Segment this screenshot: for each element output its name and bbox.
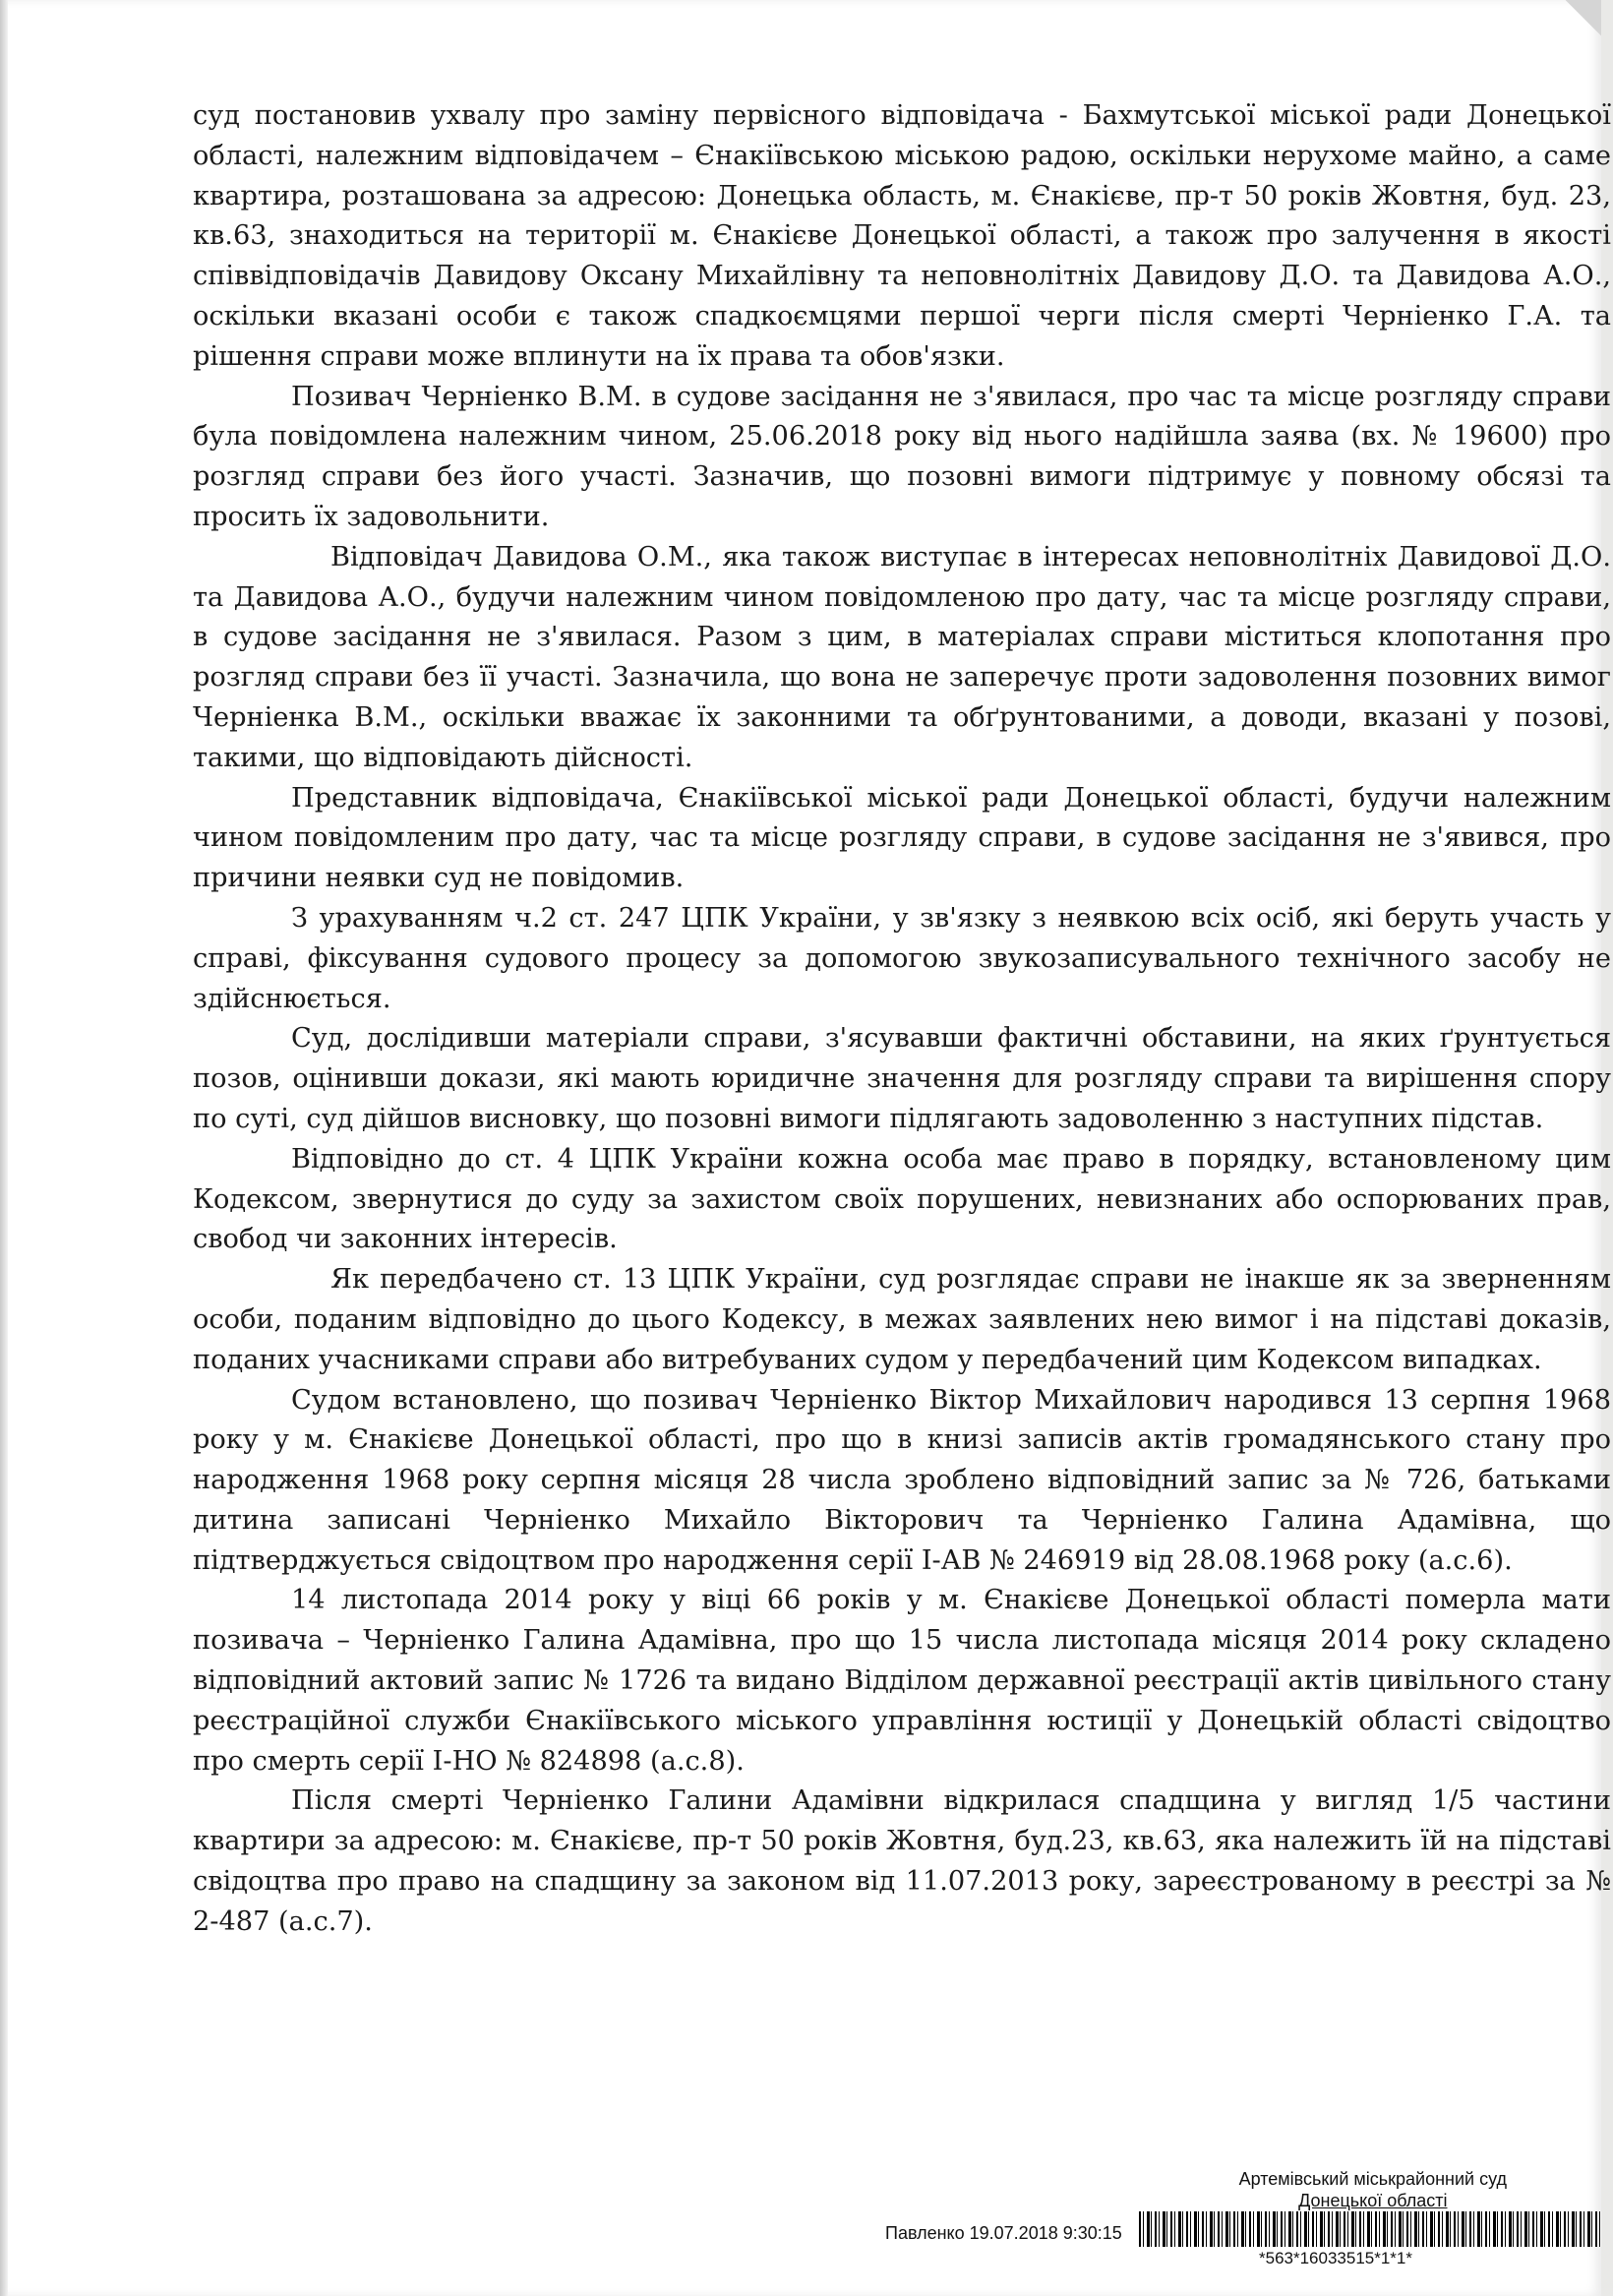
paragraph: Позивач Черніенко В.М. в судове засідання не з'явилася, про час та місце розгляду справи була повідомлена належним чином, 25.06.2018 року від нього надійшла заява (вх. № 19600) про розгляд справи без його участі. Зазначив, що позовні вимоги підтримує у повному обсязі та просить їх задовольнити. bbox=[193, 381, 1611, 532]
paragraph: Представник відповідача, Єнакіївської міської ради Донецької області, будучи належним чином повідомленим про дату, час та місце розгляду справи, в судове засідання не з'явився, про причини неявки суд не повідомив. bbox=[193, 782, 1611, 894]
court-name: Артемівський міськрайонний суд bbox=[1238, 2169, 1507, 2189]
paragraph: Відповідно до ст. 4 ЦПК України кожна особа має право в порядку, встановленому цим Кодексом, звернутися до суду за захистом своїх порушених, невизнаних або оспорюваних прав, свобод чи законних інтересів. bbox=[193, 1143, 1611, 1255]
barcode bbox=[1139, 2211, 1601, 2247]
court-footer bbox=[875, 2168, 1603, 2276]
paragraph: Як передбачено ст. 13 ЦПК України, суд розглядає справи не інакше як за зверненням особи, поданим відповідно до цього Кодексу, в межах заявлених нею вимог і на підставі доказів, поданих учасниками справи або витребуваних судом у передбачений цим Кодексом випадках. bbox=[193, 1264, 1611, 1375]
paragraph: Відповідач Давидова О.М., яка також виступає в інтересах неповнолітніх Давидової Д.О. та Давидова А.О., будучи належним чином повідомленою про дату, час та місце розгляду справи, в судове засідання не з'явилася. Разом з цим, в матеріалах справи міститься клопотання про розгляд справи без її участі. Зазначила, що вона не заперечує проти задоволення позовних вимог Черніенка В.М., оскільки вважає їх законними та обґрунтованими, а доводи, вказані у позові, такими, що відповідають дійсності. bbox=[193, 541, 1611, 773]
scan-edge bbox=[0, 0, 8, 2296]
paragraph: Суд, дослідивши матеріали справи, з'ясувавши фактичні обставини, на яких ґрунтується позов, оцінивши докази, які мають юридичне значення для розгляду справи та вирішення спору по суті, суд дійшов висновку, що позовні вимоги підлягають задоволенню з наступних підстав. bbox=[193, 1023, 1611, 1134]
court-region: Донецької області bbox=[1298, 2191, 1448, 2210]
court-label bbox=[1239, 2168, 1507, 2211]
barcode-number: *563*16033515*1*1* bbox=[1259, 2249, 1412, 2267]
clerk-stamp: Павленко 19.07.2018 9:30:15 bbox=[885, 2223, 1122, 2243]
document-body bbox=[193, 96, 1611, 1943]
page-corner bbox=[1562, 0, 1601, 39]
paragraph: Судом встановлено, що позивач Черніенко Віктор Михайлович народився 13 серпня 1968 року у м. Єнакієве Донецької області, про що в книзі записів актів громадянського стану про народження 1968 року серпня місяця 28 числа зроблено відповідний запис за № 726, батьками дитина записані Черніенко Михайло Вікторович та Черніенко Галина Адамівна, що підтверджується свідоцтвом про народження серії І-АВ № 246919 від 28.08.1968 року (а.с.6). bbox=[193, 1384, 1611, 1576]
paragraph: суд постановив ухвалу про заміну первісного відповідача - Бахмутської міської ради Донецької області, належним відповідачем – Єнакіївською міською радою, оскільки нерухоме майно, а саме квартира, розташована за адресою: Донецька область, м. Єнакієве, пр-т 50 років Жовтня, буд. 23, кв.63, знаходиться на території м. Єнакієве Донецької області, а також про залучення в якості співвідповідачів Давидову Оксану Михайлівну та неповнолітніх Давидову Д.О. та Давидова А.О., оскільки вказані особи є також спадкоємцями першої черги після смерті Черніенко Г.А. та рішення справи може вплинути на їх права та обов'язки. bbox=[193, 100, 1611, 372]
paragraph: Після смерті Черніенко Галини Адамівни відкрилася спадщина у вигляд 1/5 частини квартири за адресою: м. Єнакієве, пр-т 50 років Жовтня, буд.23, кв.63, яка належить їй на підставі свідоцтва про право на спадщину за законом від 11.07.2013 року, зареєстрованому в реєстрі за № 2-487 (а.с.7). bbox=[193, 1785, 1611, 1937]
paragraph: 14 листопада 2014 року у віці 66 років у м. Єнакієве Донецької області померла мати позивача – Черніенко Галина Адамівна, про що 15 числа листопада місяця 2014 року складено відповідний актовий запис № 1726 та видано Відділом державної реєстрації актів цивільного стану реєстраційної служби Єнакіївського міського управління юстиції у Донецькій області свідоцтво про смерть серії І-НО № 824898 (а.с.8). bbox=[193, 1585, 1611, 1777]
paragraph: З урахуванням ч.2 ст. 247 ЦПК України, у зв'язку з неявкою всіх осіб, які беруть участь у справі, фіксування судового процесу за допомогою звукозаписувального технічного засобу не здійснюється. bbox=[193, 902, 1611, 1014]
